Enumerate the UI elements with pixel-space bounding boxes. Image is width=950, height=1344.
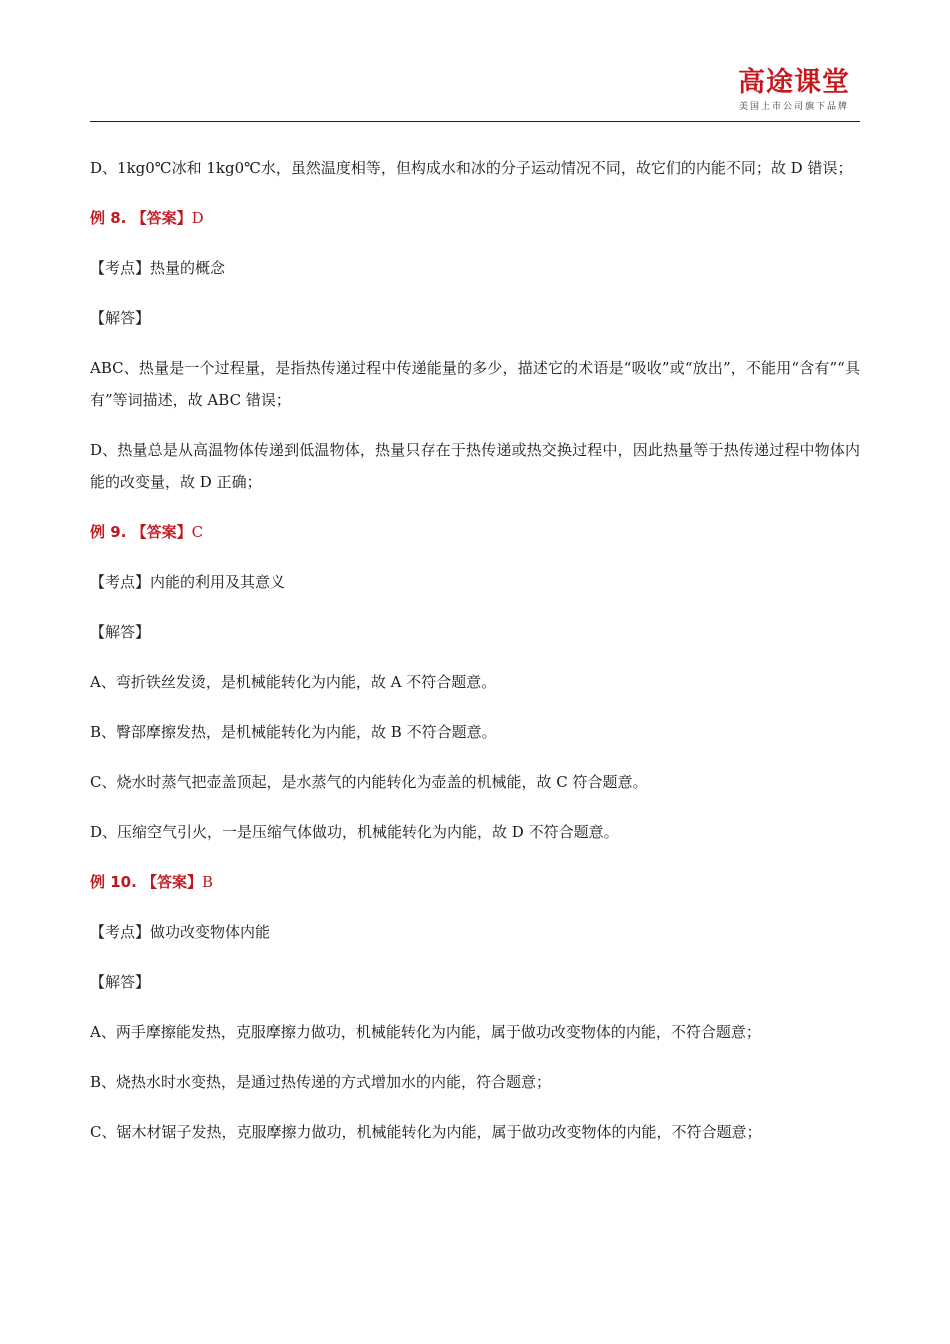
example-9-b: B、臀部摩擦发热，是机械能转化为内能，故 B 不符合题意。 — [90, 723, 497, 741]
page-header — [0, 0, 950, 124]
example-9-solution-label: 【解答】 — [90, 623, 151, 641]
example-9-c: C、烧水时蒸气把壶盖顶起，是水蒸气的内能转化为壶盖的机械能，故 C 符合题意。 — [90, 773, 648, 791]
header-divider — [90, 121, 860, 122]
example-9-point: 【考点】内能的利用及其意义 — [90, 573, 286, 591]
example-8-point: 【考点】热量的概念 — [90, 259, 226, 277]
example-10-a: A、两手摩擦能发热，克服摩擦力做功，机械能转化为内能，属于做功改变物体的内能，不符合题意； — [90, 1023, 761, 1041]
example-8-label: 例 8. 【答案】 — [90, 209, 192, 227]
example-9-d: D、压缩空气引火，一是压缩气体做功，机械能转化为内能，故 D 不符合题意。 — [90, 823, 619, 841]
example-9-answer: C — [191, 523, 204, 541]
example-9-label: 例 9. 【答案】 — [90, 523, 192, 541]
example-9-a: A、弯折铁丝发烫，是机械能转化为内能，故 A 不符合题意。 — [90, 673, 497, 691]
example-10-answer: B — [202, 873, 214, 891]
example-10-label: 例 10. 【答案】 — [90, 873, 203, 891]
example-10-point: 【考点】做功改变物体内能 — [90, 923, 271, 941]
example-8-answer: D — [191, 209, 204, 227]
example-8-solution-label: 【解答】 — [90, 309, 151, 327]
document-body — [90, 152, 860, 1166]
example-10-solution-label: 【解答】 — [90, 973, 151, 991]
example-8-heading — [90, 202, 860, 234]
brand-logo — [730, 68, 858, 113]
example-10-b: B、烧热水时水变热，是通过热传递的方式增加水的内能，符合题意； — [90, 1073, 552, 1091]
example-9-heading — [90, 516, 860, 548]
example-8-abc: ABC、热量是一个过程量，是指热传递过程中传递能量的多少，描述它的术语是“吸收”或“放出”，不能用“含有”“具有”等词描述，故 ABC 错误； — [90, 359, 860, 409]
example-10-heading — [90, 866, 860, 898]
logo-subtitle: 美国上市公司旗下品牌 — [738, 102, 849, 112]
logo-text: 高途课堂 — [738, 67, 850, 98]
example-8-d: D、热量总是从高温物体传递到低温物体，热量只存在于热传递或热交换过程中，因此热量等于热传递过程中物体内能的改变量，故 D 正确； — [90, 441, 860, 491]
paragraph-ex7-d: D、1kg0℃冰和 1kg0℃水，虽然温度相等，但构成水和冰的分子运动情况不同，故它们的内能不同；故 D 错误； — [90, 159, 853, 177]
example-10-c: C、锯木材锯子发热，克服摩擦力做功，机械能转化为内能，属于做功改变物体的内能，不符合题意； — [90, 1123, 762, 1141]
